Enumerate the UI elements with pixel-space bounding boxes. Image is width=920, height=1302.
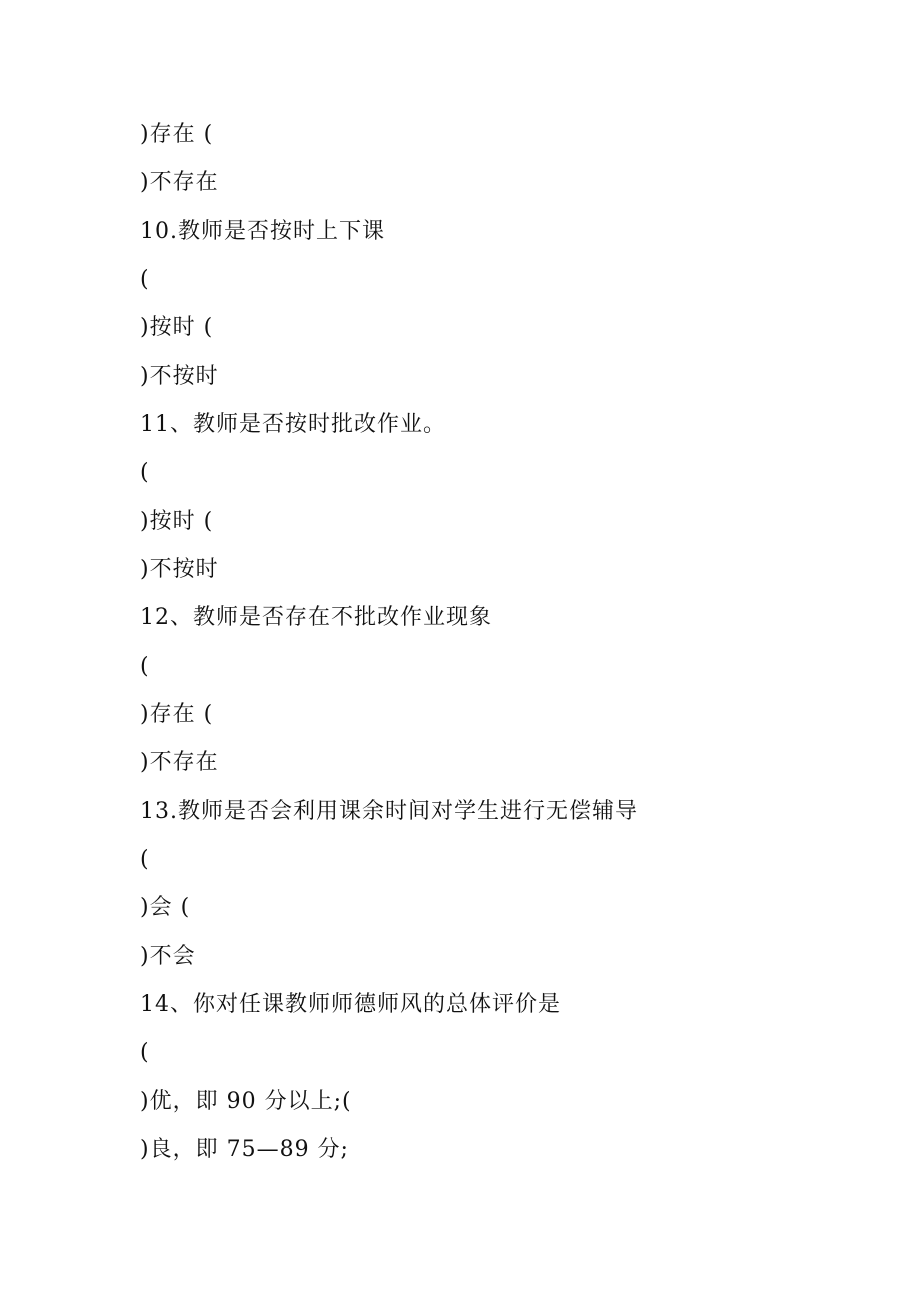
option-line: )优，即 90 分以上;( [140, 1089, 352, 1114]
option-line: )按时 ( [140, 509, 214, 534]
option-line: )按时 ( [140, 315, 214, 340]
question-12: 12、教师是否存在不批改作业现象 [140, 605, 492, 630]
option-line: )不会 [140, 944, 196, 969]
question-13: 13.教师是否会利用课余时间对学生进行无偿辅导 [140, 799, 638, 824]
option-line: )会 ( [140, 895, 191, 920]
option-line: )不按时 [140, 557, 219, 582]
option-line: )良，即 75—89 分; [140, 1137, 349, 1162]
question-10: 10.教师是否按时上下课 [140, 219, 385, 244]
question-14: 14、你对任课教师师德师风的总体评价是 [140, 992, 561, 1017]
option-line: )不按时 [140, 364, 219, 389]
option-line: ( [140, 847, 150, 872]
option-line: )不存在 [140, 750, 219, 775]
option-line: )不存在 [140, 170, 219, 195]
option-line: ( [140, 267, 150, 292]
option-line: ( [140, 460, 150, 485]
question-11: 11、教师是否按时批改作业。 [140, 412, 446, 437]
option-line: )存在 ( [140, 122, 214, 147]
option-line: ( [140, 654, 150, 679]
option-line: )存在 ( [140, 702, 214, 727]
option-line: ( [140, 1040, 150, 1065]
